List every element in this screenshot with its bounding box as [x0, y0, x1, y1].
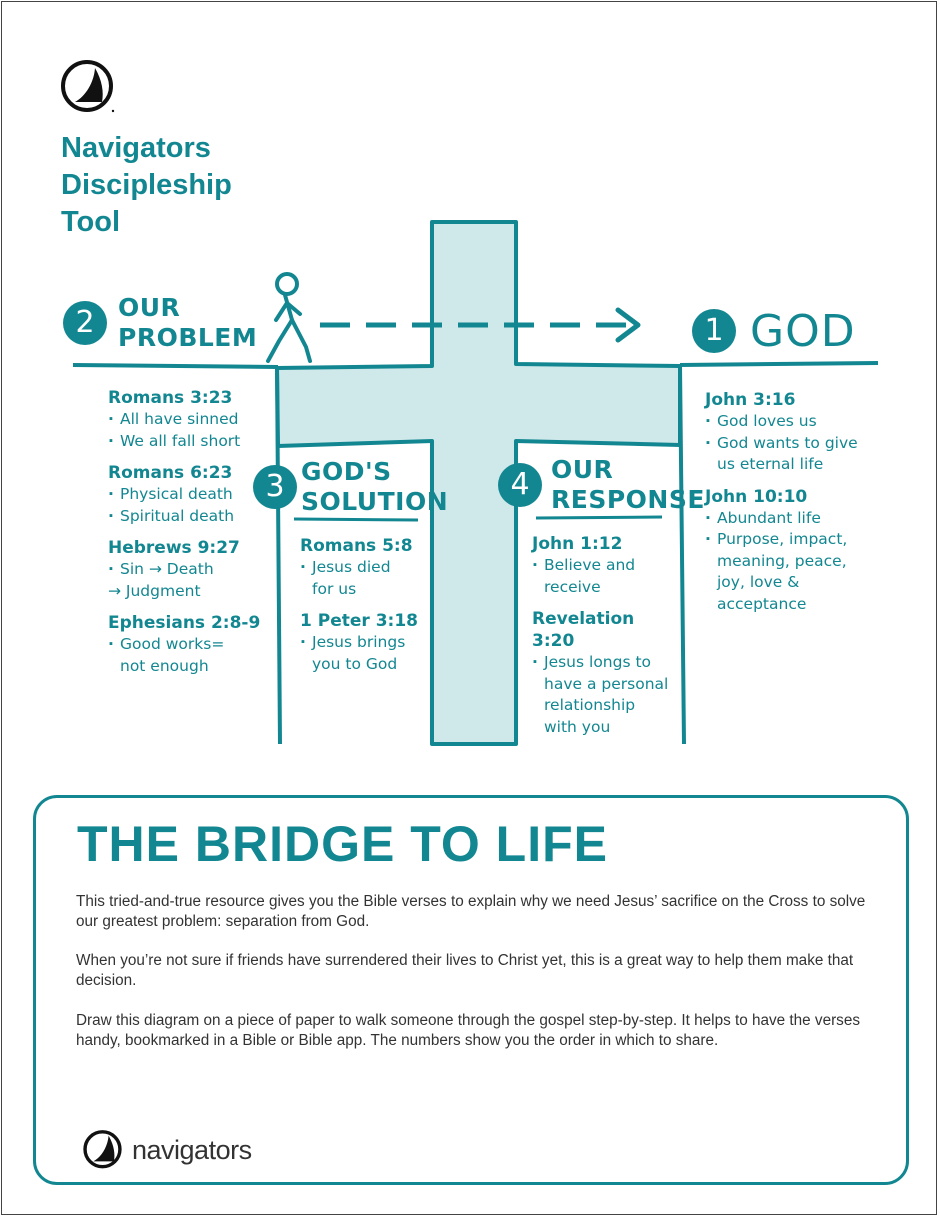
verse-ref: John 1:12 [532, 534, 623, 554]
verse-point: · Jesus brings [300, 632, 428, 654]
step-4-label [551, 455, 705, 515]
cliff-line-right [680, 363, 878, 365]
verse-point: acceptance [717, 594, 807, 613]
tool-title-line: Tool [61, 206, 121, 238]
verse-point: meaning, peace, [717, 551, 847, 570]
verse-point: · Abundant life [705, 508, 875, 530]
verse-point: · All have sinned [108, 409, 273, 431]
response-underline [536, 517, 662, 518]
verse-ref: Ephesians 2:8-9 [108, 613, 261, 633]
verse-ref: Romans 6:23 [108, 463, 233, 483]
step-2-label-line: PROBLEM [118, 323, 258, 352]
verse-point: with you [544, 717, 611, 736]
step-4-badge: 4 [498, 463, 542, 507]
step-3-badge: 3 [253, 465, 297, 509]
verse-point: joy, love & [717, 573, 800, 591]
cliff-wall-right [680, 366, 684, 744]
problem-verses [108, 387, 273, 677]
cliff-line-left [73, 365, 278, 367]
verse-point: · God wants to give [705, 433, 875, 455]
verse-point: you to God [312, 654, 398, 673]
verse-point: · Jesus longs to [532, 652, 677, 674]
verse-point: · Physical death [108, 484, 273, 506]
verse-ref: Romans 3:23 [108, 388, 233, 408]
verse-ref: Romans 5:8 [300, 536, 413, 556]
verse-point: relationship [544, 696, 636, 714]
verse-point: · Spiritual death [108, 506, 273, 528]
bridge-paragraph: Draw this diagram on a piece of paper to walk someone through the gospel step-by-step. It helps to have the verses handy, bookmarked in a Bible or Bible app. The numbers show you the order in which to share. [76, 1012, 860, 1049]
footer-logo [82, 1128, 252, 1172]
verse-point: have a personal [544, 674, 669, 693]
step-1-label: GOD [750, 306, 856, 357]
step-4-label-line: RESPONSE [551, 485, 705, 514]
god-verses [705, 389, 875, 615]
bridge-heading: THE BRIDGE TO LIFE [77, 816, 608, 872]
verse-point: · God loves us [705, 411, 875, 433]
navigators-logo-icon [82, 1128, 126, 1172]
step-1-badge: 1 [692, 309, 736, 353]
walking-person-icon [268, 274, 310, 361]
verse-point: → Judgment [108, 581, 201, 600]
verse-point: receive [544, 577, 601, 596]
verse-ref: John 3:16 [705, 390, 796, 410]
response-verses [532, 533, 677, 738]
verse-ref: Hebrews 9:27 [108, 538, 240, 558]
tool-title-line: Discipleship [61, 169, 232, 201]
verse-ref: John 10:10 [705, 486, 808, 507]
step-3-label-line: SOLUTION [301, 487, 449, 516]
step-3-label-line: GOD'S [301, 457, 392, 486]
verse-point: · Good works= [108, 634, 273, 656]
step-4-label-line: OUR [551, 455, 614, 484]
bridge-paragraph: This tried-and-true resource gives you the Bible verses to explain why we need Jesus’ sacrifice on the Cross to solve our greatest problem: separation from God. [76, 893, 866, 930]
verse-point: for us [312, 579, 357, 598]
verse-point: us eternal life [717, 455, 824, 473]
verse-point: · Jesus died [300, 557, 428, 579]
verse-point: · We all fall short [108, 431, 273, 453]
verse-point: · Sin → Death [108, 559, 273, 581]
footer-logo-word: navigators [132, 1134, 252, 1165]
step-2-label-line: OUR [118, 293, 181, 322]
step-2-label [118, 293, 257, 353]
verse-ref: Revelation 3:20 [532, 609, 635, 651]
step-2-badge: 2 [63, 301, 107, 345]
verse-ref: 1 Peter 3:18 [300, 611, 418, 631]
step-3-label [301, 457, 448, 517]
bridge-paragraph: When you’re not sure if friends have surrendered their lives to Christ yet, this is a great way to help them make that decision. [76, 952, 854, 989]
verse-point: · Purpose, impact, [705, 529, 875, 551]
verse-point: · Believe and [532, 555, 677, 577]
solution-verses [300, 535, 428, 675]
verse-point: not enough [120, 656, 209, 675]
solution-underline [294, 519, 418, 520]
tool-title-line: Navigators [61, 132, 211, 164]
